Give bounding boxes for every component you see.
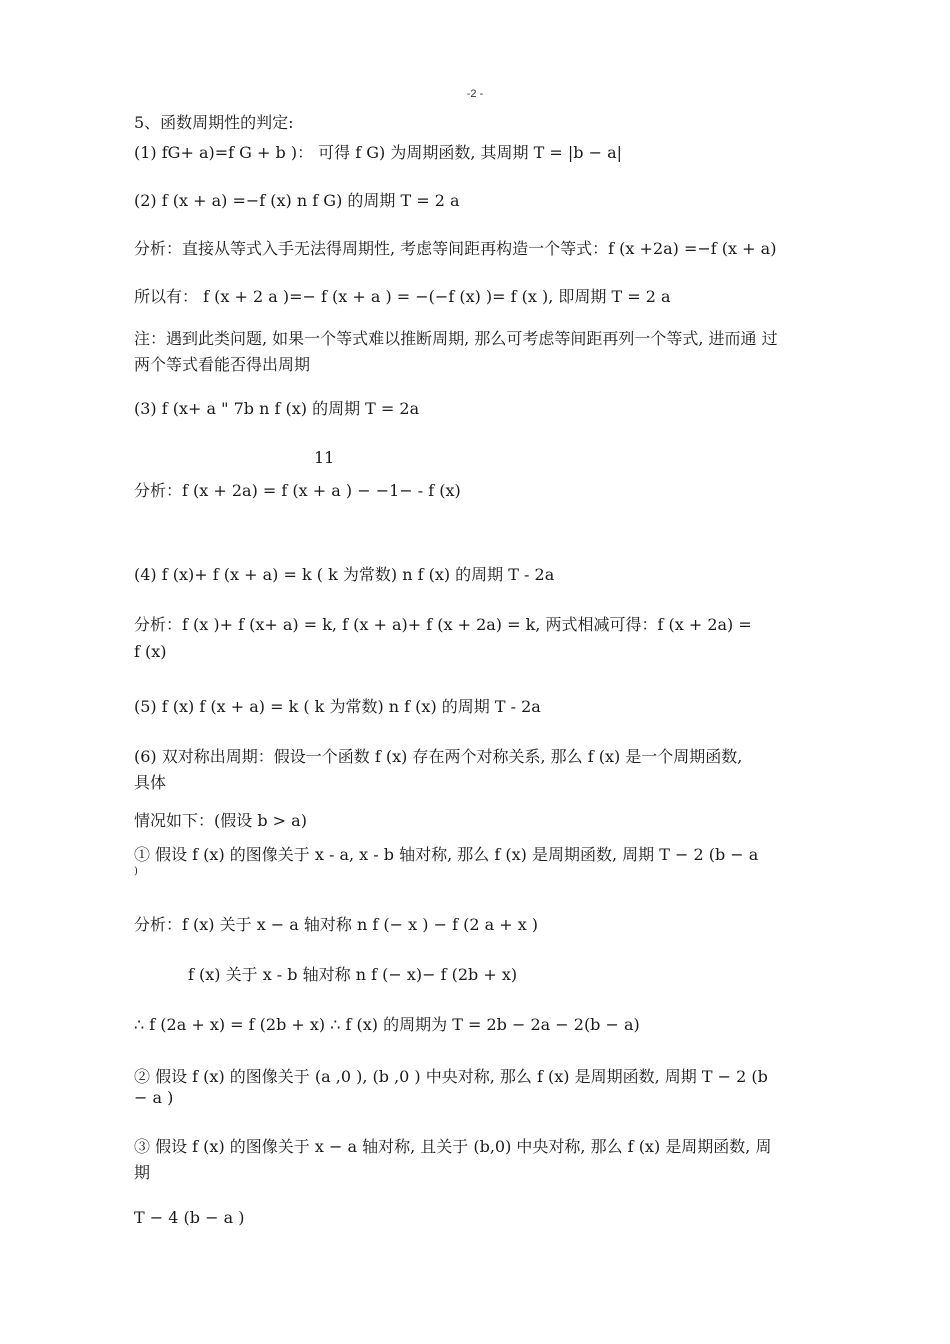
text-line: (2) f (x + a) =−f (x) n f G) 的周期 T = 2 a bbox=[134, 191, 460, 210]
text-line: 分析：f (x )+ f (x+ a) = k, f (x + a)+ f (x + 2a) = k, 两式相减可得：f (x + 2a) = bbox=[134, 615, 752, 634]
text-line: − a ) bbox=[134, 1088, 174, 1107]
text-line: f (x) 关于 x - b 轴对称 n f (− x)− f (2b + x) bbox=[188, 965, 518, 984]
text-line: 期 bbox=[134, 1163, 151, 1182]
text-line: ② 假设 f (x) 的图像关于 (a ,0 ), (b ,0 ) 中央对称, 那么 f (x) 是周期函数, 周期 T − 2 (b bbox=[134, 1067, 768, 1086]
text-line: ① 假设 f (x) 的图像关于 x - a, x - b 轴对称, 那么 f (x) 是周期函数, 周期 T − 2 (b − a bbox=[134, 845, 759, 864]
text-line: (4) f (x)+ f (x + a) = k ( k 为常数) n f (x) 的周期 T - 2a bbox=[134, 565, 555, 584]
text-line: 情况如下：(假设 b > a) bbox=[134, 811, 307, 830]
text-line: f (x) bbox=[134, 642, 167, 661]
text-line: 5、函数周期性的判定: bbox=[134, 113, 294, 132]
text-line: (1) fG+ a)=f G + b )： 可得 f G) 为周期函数, 其周期 T = |b − a| bbox=[134, 143, 623, 162]
text-line: (6) 双对称出周期：假设一个函数 f (x) 存在两个对称关系, 那么 f (x) 是一个周期函数, bbox=[134, 747, 743, 766]
text-line: (3) f (x+ a " 7b n f (x) 的周期 T = 2a bbox=[134, 399, 420, 418]
text-line: 分析：直接从等式入手无法得周期性, 考虑等间距再构造一个等式：f (x +2a) =−f (x + a) bbox=[134, 239, 777, 258]
text-line: 两个等式看能否得出周期 bbox=[134, 355, 311, 374]
text-line: T − 4 (b − a ) bbox=[134, 1208, 245, 1227]
text-line: 所以有： f (x + 2 a )=− f (x + a ) = −(−f (x) )= f (x ), 即周期 T = 2 a bbox=[134, 287, 671, 306]
text-line: 分析：f (x + 2a) = f (x + a ) − −1− - f (x) bbox=[134, 481, 461, 500]
text-line: ③ 假设 f (x) 的图像关于 x − a 轴对称, 且关于 (b,0) 中央对称, 那么 f (x) 是周期函数, 周 bbox=[134, 1137, 772, 1156]
text-line: 11 bbox=[314, 448, 335, 467]
page-number: -2 - bbox=[466, 88, 484, 100]
text-line: 分析：f (x) 关于 x − a 轴对称 n f (− x ) − f (2 a + x ) bbox=[134, 915, 539, 934]
text-line: ) bbox=[134, 866, 138, 877]
text-line: 具体 bbox=[134, 773, 167, 792]
text-line: (5) f (x) f (x + a) = k ( k 为常数) n f (x) 的周期 T - 2a bbox=[134, 697, 541, 716]
text-line: 注：遇到此类问题, 如果一个等式难以推断周期, 那么可考虑等间距再列一个等式, 进而通 过 bbox=[134, 329, 778, 348]
text-line: ∴ f (2a + x) = f (2b + x) ∴ f (x) 的周期为 T = 2b − 2a − 2(b − a) bbox=[134, 1015, 640, 1034]
